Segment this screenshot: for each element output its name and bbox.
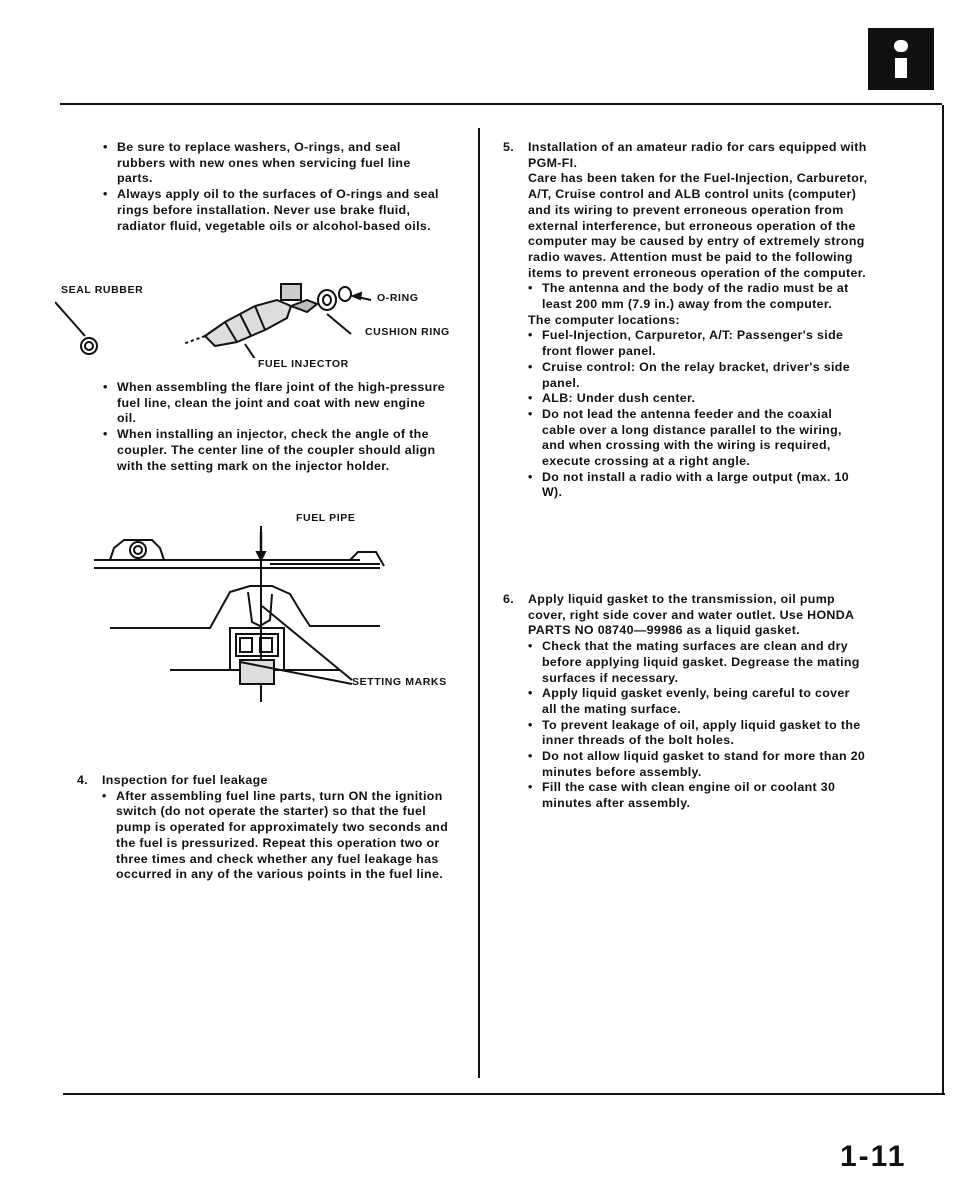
item-number: 5. [503,140,515,154]
label-fuel-injector: FUEL INJECTOR [258,358,349,370]
list-item: • Apply liquid gasket evenly, being careful to cover all the mating surface. [528,686,868,717]
left-bullets-a [103,140,445,234]
list-item: • Do not lead the antenna feeder and the coaxial cable over a long distance parallel to the wiring, and when crossing with the wiring is required, execute crossing at a right angle. [528,407,868,470]
label-cushion-ring: CUSHION RING [365,326,450,338]
left-bullets-b [103,380,445,474]
right-border [942,105,944,1093]
top-rule [60,103,942,105]
list-item: • ALB: Under dush center. [528,391,868,407]
label-o-ring: O-RING [377,292,419,304]
item-title: Installation of an amateur radio for cars equipped with PGM-FI. [528,140,867,170]
label-setting-marks: SETTING MARKS [352,676,447,688]
list-item: • Cruise control: On the relay bracket, driver's side panel. [528,360,868,391]
item-4 [77,773,450,883]
page-number: 1-11 [840,1140,907,1173]
paragraph: Apply liquid gasket to the transmission, oil pump cover, right side cover and water outlet. Use HONDA PARTS NO 08740—99986 as a liquid gasket. [528,592,854,638]
list-item: • Check that the mating surfaces are clean and dry before applying liquid gasket. Degrease the mating surfaces if necessary. [528,639,868,686]
paragraph: Care has been taken for the Fuel-Injection, Carburetor, A/T, Cruise control and ALB control units (computer) and its wiring to prevent erroneous operation from external interference, but erroneous operation of the computer may be caused by entry of extremely strong radio waves. Attention must be paid to the following items to prevent erroneous operation of the computer. [528,171,868,280]
coupler-alignment-figure [80,502,480,732]
list-item: • When installing an injector, check the angle of the coupler. The center line of the coupler should align with the setting mark on the injector holder. [103,427,445,474]
list-item: • Always apply oil to the surfaces of O-rings and seal rings before installation. Never use brake fluid, radiator fluid, vegetable oils or alcohol-based oils. [103,187,445,234]
info-icon [868,28,934,90]
list-item: • Do not allow liquid gasket to stand for more than 20 minutes before assembly. [528,749,868,780]
bottom-rule [63,1093,945,1095]
label-fuel-pipe: FUEL PIPE [296,512,356,524]
locations-title: The computer locations: [528,312,680,327]
list-item: • Fuel-Injection, Carpuretor, A/T: Passenger's side front flower panel. [528,328,868,359]
item-6 [503,592,868,812]
list-item: • When assembling the flare joint of the high-pressure fuel line, clean the joint and coat with new engine oil. [103,380,445,427]
list-item: • After assembling fuel line parts, turn ON the ignition switch (do not operate the starter) so that the fuel pump is operated for approximately two seconds and the fuel is pressurized. Repeat this operation two or three times and check whether any fuel leakage has occurred in any of the various points in the fuel line. [102,789,450,883]
item-5 [503,140,868,501]
list-item: • To prevent leakage of oil, apply liquid gasket to the inner threads of the bolt holes. [528,718,868,749]
list-item: • Be sure to replace washers, O-rings, and seal rubbers with new ones when servicing fuel line parts. [103,140,445,187]
fuel-injector-figure [55,278,455,370]
list-item: • Fill the case with clean engine oil or coolant 30 minutes after assembly. [528,780,868,811]
item-number: 4. [77,773,89,787]
item-title: Inspection for fuel leakage [102,773,268,787]
item-number: 6. [503,592,515,606]
label-seal-rubber: SEAL RUBBER [61,284,144,296]
list-item: • The antenna and the body of the radio must be at least 200 mm (7.9 in.) away from the computer. [528,281,868,312]
list-item: • Do not install a radio with a large output (max. 10 W). [528,470,868,501]
